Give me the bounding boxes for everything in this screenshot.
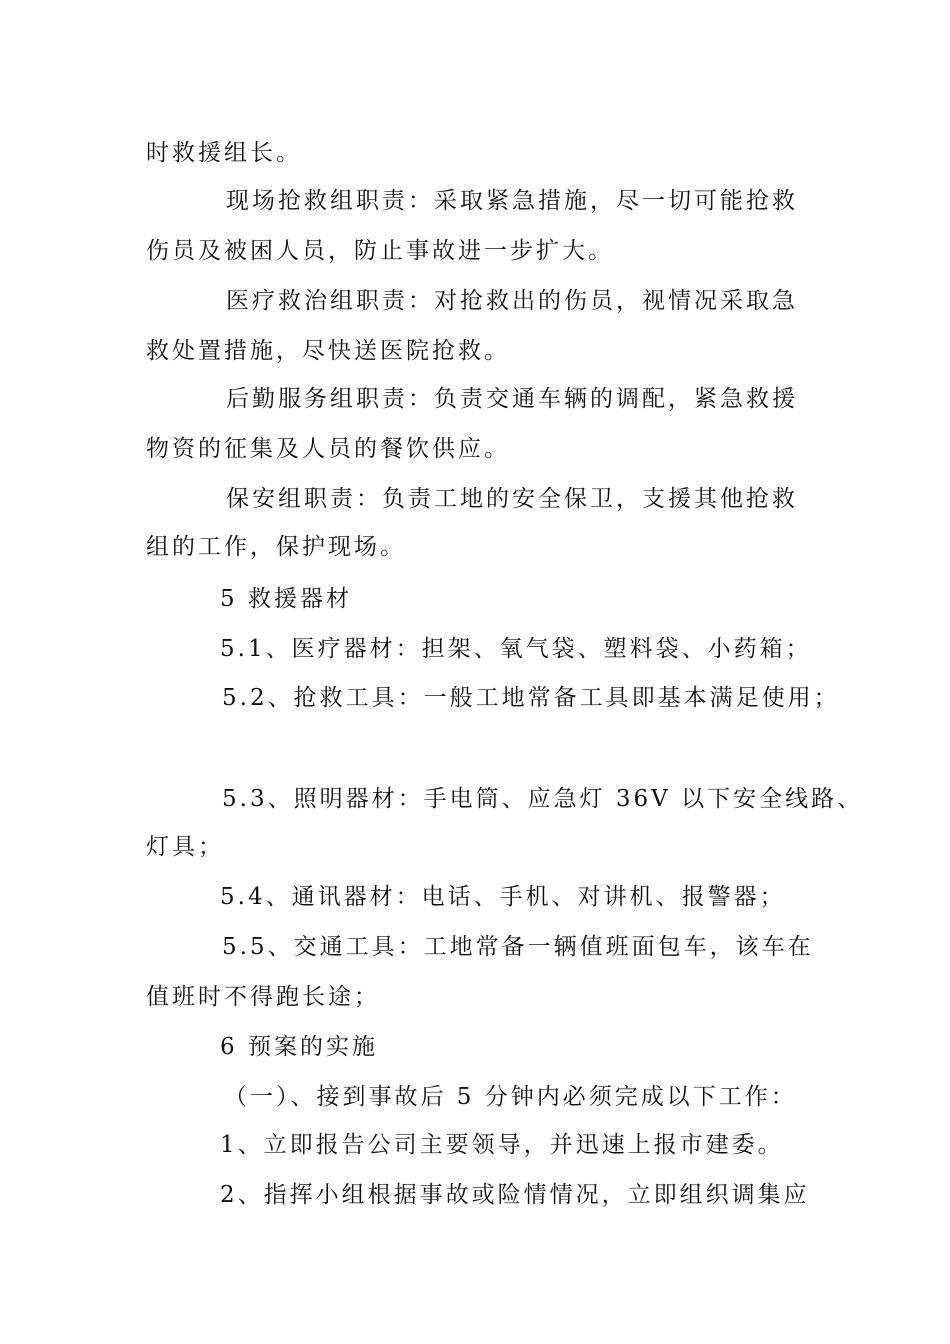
list-item: 5.5、交通工具：工地常备一辆值班面包车，该车在	[222, 934, 814, 960]
list-item: 2、指挥小组根据事故或险情情况，立即组织调集应	[220, 1182, 810, 1208]
list-item: 1、立即报告公司主要领导，并迅速上报市建委。	[220, 1132, 784, 1158]
list-item-continuation: 值班时不得跑长途；	[146, 984, 380, 1010]
list-item-continuation: 灯具；	[146, 834, 224, 860]
subsection-heading: （一）、接到事故后 5 分钟内必须完成以下工作：	[224, 1084, 797, 1110]
list-item: 5.3、照明器材：手电筒、应急灯 36V 以下安全线路、	[222, 786, 864, 812]
list-item: 5.2、抢救工具：一般工地常备工具即基本满足使用；	[222, 685, 840, 711]
paragraph-line: 救处置措施，尽快送医院抢救。	[146, 338, 510, 364]
list-item: 5.1、医疗器材：担架、氧气袋、塑料袋、小药箱；	[220, 636, 812, 662]
paragraph-line: 组的工作，保护现场。	[146, 534, 406, 560]
paragraph-line: 伤员及被困人员，防止事故进一步扩大。	[146, 238, 614, 264]
paragraph-line: 物资的征集及人员的餐饮供应。	[146, 436, 510, 462]
paragraph-line: 保安组职责：负责工地的安全保卫，支援其他抢救	[226, 486, 798, 512]
paragraph-line: 现场抢救组职责：采取紧急措施，尽一切可能抢救	[226, 188, 798, 214]
section-heading: 5 救援器材	[220, 586, 352, 612]
paragraph-line: 医疗救治组职责：对抢救出的伤员，视情况采取急	[226, 288, 798, 314]
paragraph-line: 后勤服务组职责：负责交通车辆的调配，紧急救援	[226, 386, 798, 412]
list-item: 5.4、通讯器材：电话、手机、对讲机、报警器；	[220, 884, 786, 910]
paragraph-line: 时救援组长。	[146, 140, 302, 166]
section-heading: 6 预案的实施	[220, 1034, 378, 1060]
